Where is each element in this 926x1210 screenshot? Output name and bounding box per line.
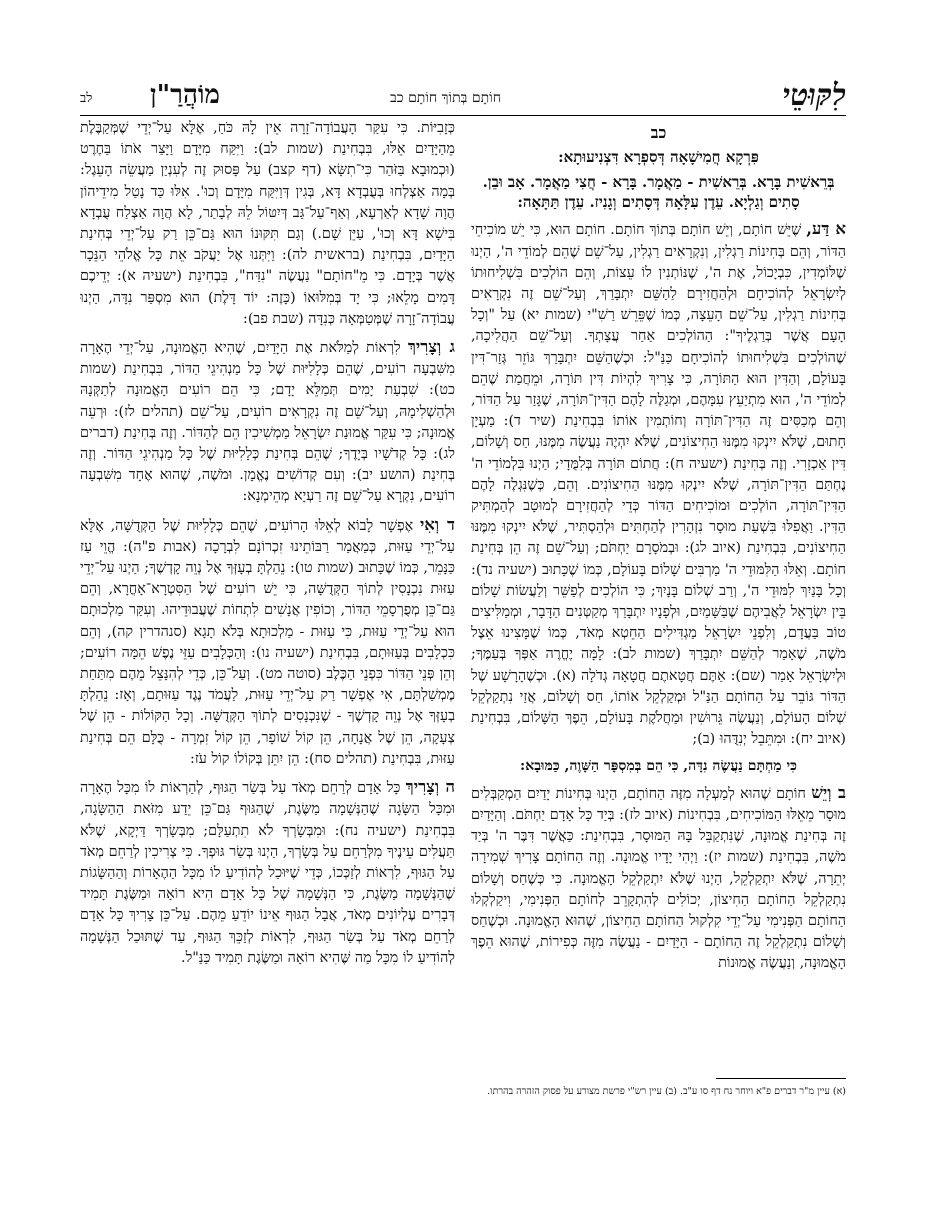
header-rule [80, 115, 846, 116]
running-header [80, 78, 846, 112]
paragraph-lead: א דַּע, [806, 219, 846, 239]
paragraph-text: חוֹתָם שֶׁהוּא לְמַעְלָה מִזֶּה הַחוֹתָם, הַיְנוּ בְּחִינוֹת יָדַיִם הַמְקַבְּלִים מוּסָר מֵאֵלּוּ הַמּוֹכִיחִים, בִּבְחִינוֹת (איוב לז): בְּיַד כָּל אָדָם יַחְתֹּם. וְהַיָּדַיִם זֶה בְּחִינַת אֱמוּנָה, שֶׁנִּתְקַבֵּל בָּהּ הַמּוּסָר, בִּבְחִינַת: כַּאֲשֶׁר דִּבֶּר ה' בְּיַד מֹשֶׁה, בִּבְחִינַת (שמות יז): וַיְהִי יָדָיו אֱמוּנָה. וְזֶה הַחוֹתָם צָרִיךְ שְׁמִירָה יְתֵרָה, שֶׁלֹּא יִתְקַלְקֵל, הַיְנוּ שֶׁלֹּא יִתְקַלְקֵל הָאֱמוּנָה. כִּי כְּשֶׁחַס וְשָׁלוֹם נִתְקַלְקֵל הַחוֹתָם הַחִיצוֹן, יְכוֹלִים לְהִתְקָרֵב לְחוֹתָם הַפְּנִימִי, וִיקַלְקְלוּ הַחוֹתָם הַפְּנִימִי עַל־יְדֵי קִלְקוּל הַחוֹתָם הַחִיצוֹן, שֶׁהוּא הָאֱמוּנָה. וּכְשֶׁחַס וְשָׁלוֹם נִתְקַלְקֵל זֶה הַחוֹתָם - הַיָּדַיִם - נַעֲשֶׂה מִזֶּה כְּפִירוֹת, שֶׁהוּא הֵפֶךְ הָאֱמוּנָה, וְנַעֲשֶׂה אֱמוּנוֹת [471, 785, 846, 972]
footnote-rule [716, 1078, 846, 1079]
paragraph-lead: ה וְצָרִיךְ [405, 777, 455, 797]
paragraph-bet [471, 782, 846, 975]
left-column [80, 118, 455, 1028]
section-number: כב [650, 123, 667, 142]
paragraph-text: אֶפְשָׁר לָבוֹא לְאֵלּוּ הָרוֹעִים, שֶׁהֵם כְּלָלִיּוּת שֶׁל הַקְּדֻשָּׁה, אֶלָּא עַל־יְדֵי עַזּוּת, כְּמַאֲמַר רַבּוֹתֵינוּ זִכְרוֹנָם לִבְרָכָה (אבות פ"ה): הֱוֵי עַז כַּנָּמֵר, כְּמוֹ שֶׁכָּתוּב (שמות טו): נֵהַלְתָּ בְעָזְּךָ אֶל נְוֵה קָדְשֶׁךָ; הַיְנוּ עַל־יְדֵי עַזּוּת נִכְנָסִין לְתוֹךְ הַקְּדֻשָּׁה, כִּי יֵשׁ רוֹעִים שֶׁל הַסִּטְרָא־אָחֳרָא, וְהֵם גַּם־כֵּן מְפֻרְסָמֵי הַדּוֹר, וְכוֹפִין אֲנָשִׁים לִתְחוֹת שֶׁעֲבוּדֵיהוּ. וְעִקַּר מַלְכוּתָם הוּא עַל־יְדֵי עַזּוּת, כִּי עַזּוּת - מַלְכוּתָא בְּלֹא תָגָא (סנהדרין קה), וְהֵם כִּכְלָבִים בְּעַזּוּתָם, בִּבְחִינַת (ישעיה נו): וְהַכְּלָבִים עַזֵּי נֶפֶשׁ הֵמָּה רוֹעִים; וְהֵן פְּנֵי הַדּוֹר כִּפְנֵי הַכֶּלֶב (סוטה מט). וְעַל־כֵּן, כְּדֵי לְהִנָּצֵל מֵהֶם מִתַּחַת מֶמְשַׁלְתָּם, אִי אֶפְשָׁר רַק עַל־יְדֵי עַזּוּת, לַעֲמֹד נֶגֶד עַזּוּתָם, וְאָז: נֵהַלְתָּ בְעָזְּךָ אֶל נְוֵה קָדְשֶׁךָ - שֶׁנִּכְנָסִים לְתוֹךְ הַקְּדֻשָּׁה. וְכָל הַקּוֹלוֹת - הֵן שֶׁל צְעָקָה, הֵן שֶׁל אֲנָחָה, הֵן קוֹל שׁוֹפָר, הֵן קוֹל זִמְרָה - כֻּלָּם הֵם בְּחִינַת עַזּוּת, בִּבְחִינַת (תהלים סח): הֵן יִתֵּן בְּקוֹלוֹ קוֹל עֹז: [80, 517, 455, 767]
opening-verse: בְּרֵאשִׁית בָּרָא. בְּרֵאשִׁית - מַאֲמָר. בָּרָא - חֲצִי מַאֲמָר. אָב וּבֵן. סָתִים וְגַלְיָא. עֵדֶן עִלָּאָה דְּסָתִים וְגָנִיז. עֵדֶן תַּתָּאָה: [482, 173, 835, 212]
paragraph-lead: ב וְיֵשׁ [811, 782, 846, 802]
paragraph-he [80, 776, 455, 969]
page-number: לב [80, 91, 93, 106]
paragraph-aleph [471, 218, 846, 750]
author-title: מוֹהֲרַ"ן [150, 80, 220, 110]
closing-line: כִּי מַחְתָּם נַעֲשֶׂה נִדָּה, כִּי הֵם בְּמִסְפָּר הַשָּׁוֶה, כַּמּוּבָא: [520, 758, 797, 775]
running-head: חוֹתָם בְּתוֹךְ חוֹתָם כב [390, 90, 501, 106]
book-title: לִקּוּטֵי [782, 78, 846, 113]
paragraph-dalet [80, 514, 455, 770]
right-column [471, 118, 846, 1053]
paragraph-text: כָּל אָדָם לְרַחֵם מְאֹד עַל בְּשַׂר הַגּוּף, לְהַרְאוֹת לוֹ מִכָּל הֶאָרָה וּמִכָּל הַשָּׂגָה שֶׁהַנְּשָׁמָה מַשֶּׂגֶת, שֶׁהַגּוּף גַּם־כֵּן יֵדַע מִזֹּאת הַהַשָּׂגָה, בִּבְחִינַת (ישעיה נח): וּמִבְּשָׂרְךָ לֹא תִתְעַלָּם; מִבְּשָׂרְךָ דַּיְקָא, שֶׁלֹּא תַּעֲלִים עֵינֶיךָ מִלְּרַחֵם עַל בְּשָׂרְךָ, הַיְנוּ בְּשַׂר גּוּפְךָ. כִּי צְרִיכִין לְרַחֵם מְאֹד עַל הַגּוּף, לִרְאוֹת לְזַכְּכוֹ, כְּדֵי שֶׁיּוּכַל לְהוֹדִיעַ לוֹ מִכָּל הַהֶאָרוֹת וְהַהַשָּׂגוֹת שֶׁהַנְּשָׁמָה מַשֶּׂגֶת, כִּי הַנְּשָׁמָה שֶׁל כָּל אָדָם הִיא רוֹאָה וּמַשֶּׂגֶת תָּמִיד דְּבָרִים עֶלְיוֹנִים מְאֹד, אֲבָל הַגּוּף אֵינוֹ יוֹדֵעַ מֵהֶם. עַל־כֵּן צָרִיךְ כָּל אָדָם לְרַחֵם מְאֹד עַל בְּשַׂר הַגּוּף, לִרְאוֹת לְזַכֵּךְ הַגּוּף, עַד שֶׁתּוּכַל הַנְּשָׁמָה לְהוֹדִיעַ לוֹ מִכָּל מַה שֶּׁהִיא רוֹאָה וּמַשֶּׂגֶת תָּמִיד כַּנַּ"ל. [80, 780, 455, 966]
paragraph-text: שֶׁיֵּשׁ חוֹתָם, וְיֵשׁ חוֹתָם בְּתוֹךְ חוֹתָם. חוֹתָם הוּא, כִּי יֵשׁ מוֹכִיחֵי הַדּוֹר, וְהֵם בְּחִינוֹת רַגְלִין, וְנִקְרָאִים רַגְלִין, עַל־שֵׁם שֶׁהֵם לְמוֹדֵי ה', הַיְנוּ שֶׁלּוֹמְדִין, כִּבְיָכוֹל, אֶת ה', שֶׁנּוֹתְנִין לוֹ עֵצוֹת, וְהֵם הוֹלְכִים בִּשְׁלִיחוּתוֹ לְיִשְׂרָאֵל לְהוֹכִיחָם וּלְהַחֲזִירָם לַהַשֵּׁם יִתְבָּרַךְ, וְעַל־שֵׁם זֶה נִקְרָאִים בְּחִינוֹת רַגְלִין, עַל־שֵׁם הָעֵצָה, כְּמוֹ שֶׁפֵּרֵשׁ רַשִׁ"י (שמות יא) עַל "וְכָל הָעָם אֲשֶׁר בְּרַגְלֶיךָ": הַהוֹלְכִים אַחַר עֲצָתְךָ. וְעַל־שֵׁם הַהֲלִיכָה, שֶׁהוֹלְכִים בִּשְׁלִיחוּתוֹ לְהוֹכִיחָם כַּנַּ"ל: וּכְשֶׁהַשֵּׁם יִתְבָּרַךְ גּוֹזֵר גְּזַר־דִּין בָּעוֹלָם, וְהַדִּין הוּא הַתּוֹרָה, כִּי צָרִיךְ לִהְיוֹת דִּין תּוֹרָה, וּמֵחֲמַת שֶׁהֵם לְמוֹדֵי ה', הוּא מִתְיַעֵץ עִמָּהֶם, וּמְגַלֶּה לָהֶם הַדִּין־תּוֹרָה, שֶׁגָּזַר עַל הַדּוֹר, וְהֵם מְכַסִּים זֶה הַדִּין־תּוֹרָה וְחוֹתְמִין אוֹתוֹ בִּבְחִינַת (שיר ד): מַעְיָן חָתוּם, שֶׁלֹּא יִינְקוּ מִמֶּנּוּ הַחִיצוֹנִים, שֶׁלֹּא יִהְיֶה נַעֲשֶׂה מִמֶּנּוּ, חַס וְשָׁלוֹם, דִּין אַכְזָרִי. וְזֶה בְּחִינַת (ישעיה ח): חֲתוֹם תּוֹרָה בְּלִמֻּדָי; הַיְנוּ בִּלְמוֹדֵי ה' נֶחְתַּם הַדִּין־תּוֹרָה, שֶׁלֹּא יִינְקוּ מִמֶּנּוּ הַחִיצוֹנִים. וְהֵם, כְּשֶׁנִּגְלֶה לָהֶם הַדִּין־תּוֹרָה, הוֹלְכִים וּמוֹכִיחִים הַדּוֹר כְּדֵי לְהַחֲזִירָם לְמוּטָב לְהַמְתִּיק הַדִּין. וַאֲפִלּוּ בִּשְׁעַת מוּסָר נִזְהָרִין לְהַחְתִּים וּלְהַסְתִּיר, שֶׁלֹּא יִינְקוּ מִמֶּנּוּ הַחִיצוֹנִים, בִּבְחִינַת (איוב לג): וּבְמֹסָרָם יַחְתֹּם; וְעַל־שֵׁם זֶה הֵן בְּחִינַת חוֹתָם. וְאֵלּוּ הַלִּמּוּדֵי ה' מַרְבִּים שָׁלוֹם בָּעוֹלָם, כְּמוֹ שֶׁכָּתוּב (ישעיה נד): וְכָל בָּנַיִךְ לִמּוּדֵי ה', וְרַב שְׁלוֹם בָּנָיִךְ; כִּי הוֹלְכִים לְפַשֵּׁר וְלַעֲשׂוֹת שָׁלוֹם בֵּין יִשְׂרָאֵל לַאֲבִיהֶם שֶׁבַּשָּׁמַיִם, וּלְפָנָיו יִתְבָּרַךְ מְקַטְּנִים הַדָּבָר, וּמְמַלִּיצִים טוֹב בַּעֲדָם, וְלִפְנֵי יִשְׂרָאֵל מַגְדִּילִים הַחֵטְא מְאֹד, כְּמוֹ שֶׁמָּצִינוּ אֵצֶל מֹשֶׁה, שֶׁאָמַר לְהַשֵּׁם יִתְבָּרַךְ (שמות לב): לָמָּה יֶחֱרֶה אַפְּךָ בְּעַמֶּךָ; וּלְיִשְׂרָאֵל אָמַר (שם): אַתֶּם חֲטָאתֶם חֲטָאָה גְדֹלָה (א). וּכְשֶׁהָרָשָׁע שֶׁל הַדּוֹר גּוֹבֵר עַל הַחוֹתָם הַנַּ"ל וּמְקַלְקֵל אוֹתוֹ, חַס וְשָׁלוֹם, אֲזַי נִתְקַלְקֵל שְׁלוֹם הָעוֹלָם, וְנַעֲשֶׂה גֵּרוּשִׁין וּמַחֲלֹקֶת בָּעוֹלָם, הֵפֶךְ הַשָּׁלוֹם, בִּבְחִינַת (איוב יח): וּמִתֵּבֵל יְנִדֻּהוּ (ב); [471, 222, 846, 748]
footnote: (א) עיין מ"ר דברים פ"א ויוחר נח דף סו ע"ב. (ב) עיין רש"י פרשת מצורע על פסוק הזהרה בהרתו. [487, 1086, 846, 1097]
paragraph-continuation [80, 118, 455, 330]
paragraph-lead: ד וְאִי [419, 514, 455, 534]
paragraph-lead: ג וְצָרִיךְ [407, 337, 455, 357]
paragraph-text: כְּזָבִיּוֹת. כִּי עִקַּר הָעֲבוֹדָה־זָרָה אֵין לָהּ כֹּחַ, אֶלָּא עַל־יְדֵי שֶׁמְּקַבֶּלֶת מֵהַיָּדַיִם אֵלּוּ, בִּבְחִינַת (שמות לב): וַיִּקַּח מִיָּדָם וַיָּצַר אֹתוֹ בַּחֶרֶט (וּכְמוּבָא בַּזֹּהַר כִּי־תִשָּׂא (דף קצב) עַל פָּסוּק זֶה לְעִנְיַן מַעֲשֵׂה הָעֵגֶל: בְּמָה אַצְלְחוּ בְּעֻבְדָא דָּא, בְּגִין דְּוַיִּקַּח מִיָּדָם וְכוּ'. אִלּוּ כַּד נָטַל מִידֵיהוֹן הֲוָה שָׁדָא לְאַרְעָא, וְאַף־עַל־גַּב דְּיִטּוֹל לֵהּ לְבָתַר, לָא הֲוָה אַצְלַח עֻבְדָא בִּישָׁא דָּא וְכוּ', עַיֵּן שָׁם.) וְגַם תִּקּוּנוֹ הוּא גַּם־כֵּן רַק עַל־יְדֵי בְּחִינַת הַיָּדַיִם, בִּבְחִינַת (בראשית לה): וַיִּתְּנוּ אֶל יַעֲקֹב אֵת כָּל אֱלֹהֵי הַנֵּכָר אֲשֶׁר בְּיָדָם. כִּי מֵ"חוֹתָם" נַעֲשֶׂה "נִדַּח", בִּבְחִינַת (ישעיה א): יְדֵיכֶם דָּמִים מָלֵאוּ; כִּי יָד בְּמִלּוּאוֹ (כָּזֶה: יוֹד דָּלֶת) הוּא מִסְפַּר נִדָּה, הַיְנוּ עֲבוֹדָה־זָרָה שֶׁמְּטַמְּאָה כְּנִדָּה (שבת פב): [80, 120, 455, 327]
paragraph-text: לִרְאוֹת לְמַלֹּאת אֶת הַיָּדַיִם, שֶׁהִיא הָאֱמוּנָה, עַל־יְדֵי הֶאָרָה מִשִּׁבְעָה רוֹעִים, שֶׁהֵם כְּלָלִיּוּת שֶׁל כָּל מַנְהִיגֵי הַדּוֹר, בִּבְחִינַת (שמות כט): שִׁבְעַת יָמִים תְּמַלֵּא יָדָם; כִּי הֵם רוֹעִים הָאֱמוּנָה לְתַקְּנָהּ וּלְהַשְׁלִימָהּ, וְעַל־שֵׁם זֶה נִקְרָאִים רוֹעִים, עַל־שֵׁם (תהלים לז): וּרְעֵה אֱמוּנָה; כִּי עִקַּר אֱמוּנַת יִשְׂרָאֵל מַמְשִׁיכִין הֵם לְהַדּוֹר. וְזֶה בְּחִינַת (דברים לג): כָּל קְדֹשָׁיו בְּיָדֶךָ; שֶׁהֵם בְּחִינַת כְּלָלִיּוּת שֶׁל כָּל מַנְהִיגֵי הַדּוֹר. וְזֶה בְּחִינַת (הושע יב): וְעִם קְדוֹשִׁים נֶאֱמָן. וּמֹשֶׁה, שֶׁהוּא אֶחָד מִשִּׁבְעָה רוֹעִים, נִקְרָא עַל־שֵׁם זֶה רַעְיָא מְהֵימְנָא: [80, 340, 455, 505]
paragraph-gimel [80, 336, 455, 508]
section-title: פִּרְקָא חֲמִישָׁאָה דְּסִפְרָא דִּצְנִיעוּתָא: [558, 148, 759, 167]
